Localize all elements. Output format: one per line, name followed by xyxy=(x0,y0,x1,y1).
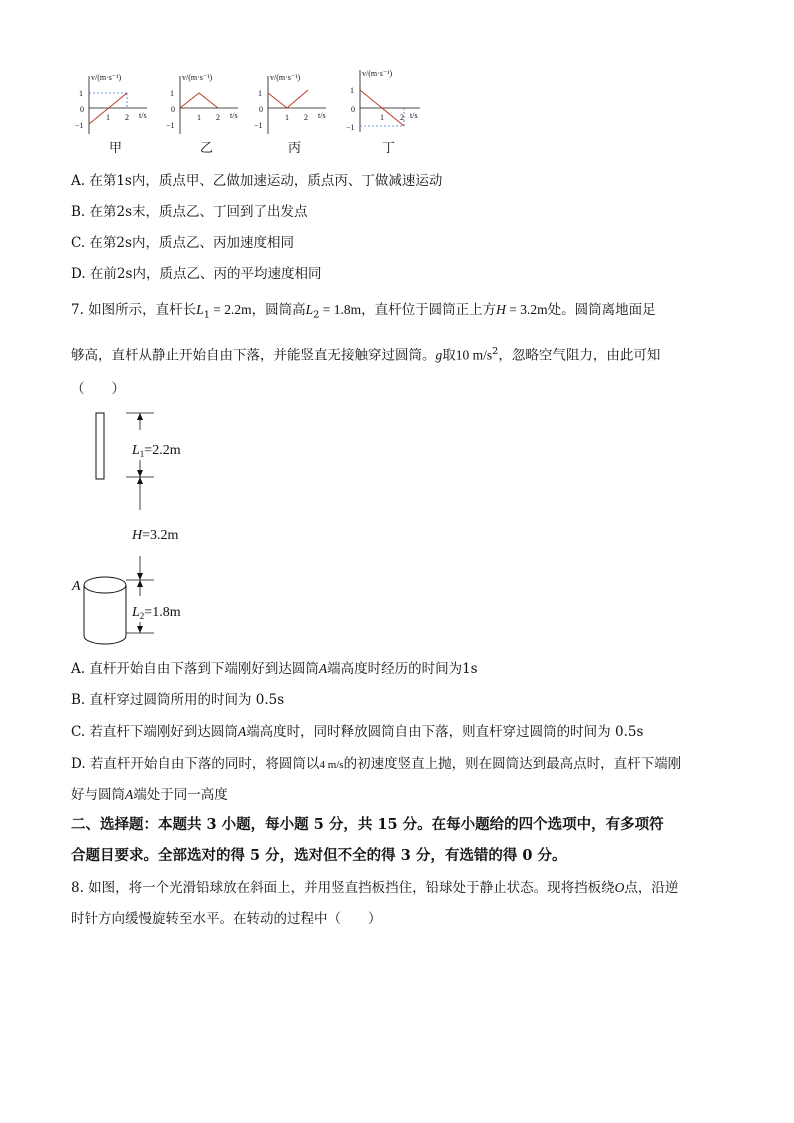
q7-option-c-text-end: 端高度时，同时释放圆筒自由下落，则直杆穿过圆筒的时间为 0.5s xyxy=(246,724,644,740)
q7-option-c-point: A xyxy=(237,724,247,739)
graph-jia-svg xyxy=(75,68,155,158)
q6-option-b: B. 在第2s末，质点乙、丁回到了出发点 xyxy=(71,204,308,220)
tick-y-neg1: −1 xyxy=(346,123,355,132)
graph-ding-svg xyxy=(344,62,424,158)
label-L2-sub: 2 xyxy=(139,611,145,621)
q7-option-a-text: A. 直杆开始自由下落到下端刚好到达圆筒 xyxy=(71,661,319,677)
q7-option-d-line1 xyxy=(71,755,681,774)
arrow-head xyxy=(137,477,143,484)
q7-L1-sub: 1 xyxy=(203,309,210,321)
label-H-value: =3.2m xyxy=(142,528,179,543)
graph-name: 丙 xyxy=(288,141,302,156)
x-axis-label: t/s xyxy=(139,111,147,120)
q7-text: ，忽略空气阻力，由此可知 xyxy=(498,347,661,364)
q6-option-a: A. 在第1s内，质点甲、乙做加速运动，质点丙、丁做减速运动 xyxy=(71,173,443,189)
tick-y-1: 1 xyxy=(258,89,262,98)
q7-option-c-text: C. 若直杆下端刚好到达圆筒 xyxy=(71,724,238,740)
arrow-head xyxy=(137,626,143,633)
q7-H-symbol: H xyxy=(496,302,506,317)
q7-text: ，直杆位于圆筒正上方 xyxy=(361,302,497,318)
tick-y-0: 0 xyxy=(171,105,175,114)
q8-stem-line1 xyxy=(71,879,678,897)
q7-option-d-speed: 4 m/s xyxy=(319,759,344,771)
q7-L2-sub: 2 xyxy=(313,309,320,321)
q7-H-value: = 3.2m xyxy=(505,302,548,317)
x-axis-label: t/s xyxy=(410,111,418,120)
graph-jia xyxy=(75,68,155,158)
velocity-line xyxy=(268,90,308,108)
label-L2-value: =1.8m xyxy=(144,605,181,620)
q7-option-a-point: A xyxy=(318,661,328,676)
cylinder-bottom xyxy=(84,636,126,644)
tick-x-2: 2 xyxy=(125,113,129,122)
y-axis-label: v/(m·s⁻¹) xyxy=(91,73,122,82)
q7-option-a xyxy=(71,660,478,678)
q7-text: 够高，直杆从静止开始自由下落，并能竖直无接触穿过圆筒。 xyxy=(71,347,436,364)
x-axis-label: t/s xyxy=(318,111,326,120)
tick-y-0: 0 xyxy=(351,105,355,114)
tick-y-neg1: −1 xyxy=(166,121,175,130)
label-L1 xyxy=(131,443,181,459)
label-H xyxy=(131,528,179,543)
q7-option-c xyxy=(71,723,643,741)
tick-y-0: 0 xyxy=(259,105,263,114)
arrow-head xyxy=(137,573,143,580)
tick-y-1: 1 xyxy=(79,89,83,98)
graph-name: 丁 xyxy=(382,141,396,156)
cylinder-top xyxy=(84,577,126,593)
q7-answer-paren: （ ） xyxy=(71,381,125,397)
tick-x-1: 1 xyxy=(106,113,110,122)
q7-L1-symbol: L xyxy=(196,302,204,317)
tick-y-neg1: −1 xyxy=(254,121,263,130)
label-L2 xyxy=(131,605,181,621)
label-A: A xyxy=(72,579,81,594)
y-axis-label: v/(m·s⁻¹) xyxy=(270,73,301,82)
tick-y-1: 1 xyxy=(170,89,174,98)
q7-g-exp: 2 xyxy=(492,346,499,357)
q7-option-d-line2 xyxy=(71,786,228,804)
q8-text: 8. 如图，将一个光滑铅球放在斜面上，并用竖直挡板挡住，铅球处于静止状态。现将挡板绕 xyxy=(71,880,615,896)
label-L1-value: =2.2m xyxy=(144,443,181,458)
q7-text: ，圆筒高 xyxy=(251,302,306,318)
q7-option-d-text: D. 若直杆开始自由下落的同时，将圆筒以 xyxy=(71,756,320,772)
q7-option-a-text-end: 端高度时经历的时间为1s xyxy=(327,661,478,677)
q7-g-value: 10 m/s xyxy=(455,347,493,363)
label-L1-sub: 1 xyxy=(139,449,145,459)
graph-ding xyxy=(344,62,424,156)
tick-y-0: 0 xyxy=(80,105,84,114)
q7-option-d-text: 好与圆筒 xyxy=(71,787,125,803)
q7-option-d-text-mid: 的初速度竖直上抛，则在圆筒达到最高点时，直杆下端刚 xyxy=(343,756,682,772)
tick-x-1: 1 xyxy=(285,113,289,122)
section2-line1: 二、选择题：本题共 3 小题，每小题 5 分，共 15 分。在每小题给的四个选项中，有多项符 xyxy=(71,816,664,833)
q8-point-o: O xyxy=(614,880,625,895)
graph-yi xyxy=(166,68,246,158)
tick-x-1: 1 xyxy=(380,113,384,122)
graph-name: 甲 xyxy=(109,141,123,156)
y-axis-label: v/(m·s⁻¹) xyxy=(182,73,213,82)
label-L2-symbol: L xyxy=(132,605,140,620)
graph-bing-svg xyxy=(254,68,334,158)
q8-stem-line2: 时针方向缓慢旋转至水平。在转动的过程中（ ） xyxy=(71,911,382,927)
q7-L1-value: = 2.2m xyxy=(209,302,252,317)
tick-x-2: 2 xyxy=(304,113,308,122)
tick-y-1: 1 xyxy=(350,86,354,95)
q7-L2-symbol: L xyxy=(305,302,314,317)
q7-text: 7. 如图所示，直杆长 xyxy=(71,302,197,318)
tick-x-1: 1 xyxy=(197,113,201,122)
graph-bing xyxy=(254,68,334,158)
q7-text: 取 xyxy=(442,347,456,364)
arrow-head xyxy=(137,470,143,477)
q7-figure-svg xyxy=(70,400,220,650)
x-axis-label: t/s xyxy=(230,111,238,120)
q7-option-b: B. 直杆穿过圆筒所用的时间为 0.5s xyxy=(71,692,285,708)
tick-y-neg1: −1 xyxy=(75,121,84,130)
tick-x-2: 2 xyxy=(400,113,404,122)
q7-g-symbol: g xyxy=(435,347,443,363)
q7-text: 处。圆筒离地面足 xyxy=(547,302,656,318)
graph-name: 乙 xyxy=(200,141,214,156)
q7-stem-line1 xyxy=(71,301,656,325)
q7-figure xyxy=(70,400,220,650)
rod xyxy=(96,413,104,479)
q7-L2-value: = 1.8m xyxy=(319,302,362,317)
q7-stem-line2 xyxy=(71,343,660,365)
q7-option-d-text-end: 端处于同一高度 xyxy=(133,787,228,803)
arrow-head xyxy=(137,413,143,420)
q8-text-end: 点，沿逆 xyxy=(624,880,679,896)
tick-x-2: 2 xyxy=(216,113,220,122)
label-L1-symbol: L xyxy=(132,443,140,458)
arrow-head xyxy=(137,580,143,587)
section2-line2: 合题目要求。全部选对的得 5 分，选对但不全的得 3 分，有选错的得 0 分。 xyxy=(71,847,567,864)
label-H-symbol: H xyxy=(132,528,143,543)
q6-option-d: D. 在前2s内，质点乙、丙的平均速度相同 xyxy=(71,266,322,282)
q6-option-c: C. 在第2s内，质点乙、丙加速度相同 xyxy=(71,235,294,251)
y-axis-label: v/(m·s⁻¹) xyxy=(362,69,393,78)
velocity-line xyxy=(180,93,218,108)
q7-option-d-point: A xyxy=(125,787,134,802)
graph-yi-svg xyxy=(166,68,246,158)
